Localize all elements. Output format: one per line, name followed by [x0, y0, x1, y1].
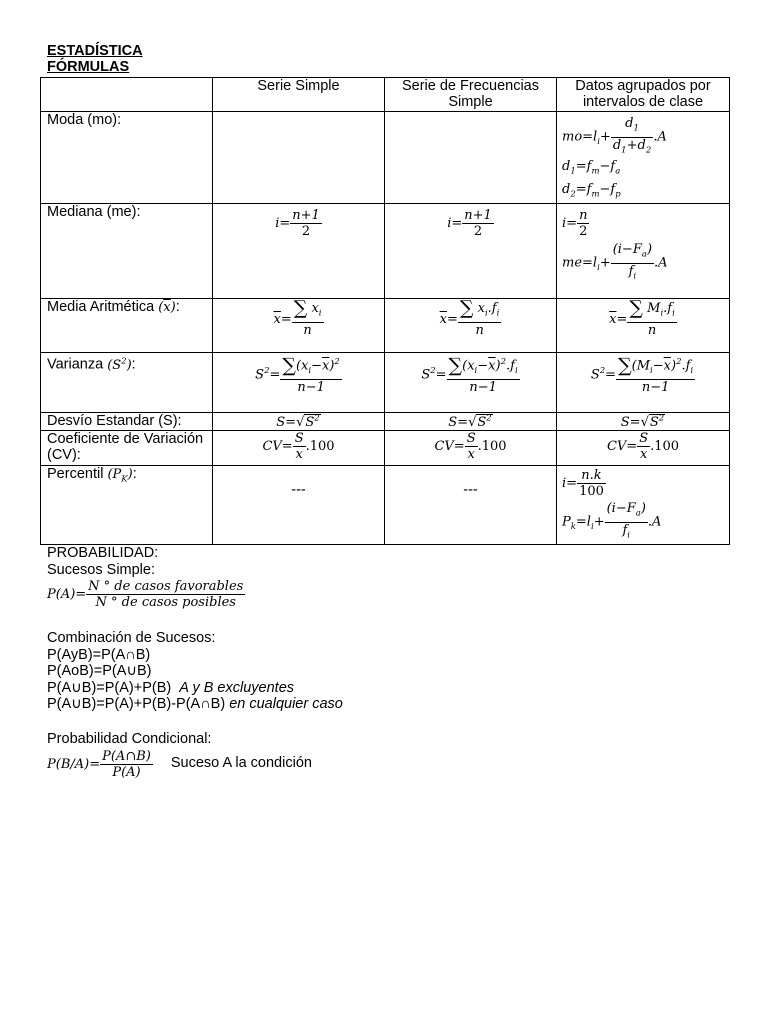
formula-media-agrupados: $\overline{x}=$ $\frac{\sum M_i.f_i}{n}$ — [609, 297, 675, 338]
combinacion-title: Combinación de Sucesos: — [47, 630, 216, 646]
condicional-section — [47, 731, 312, 780]
page-title — [47, 43, 143, 75]
cell-moda-agrupados — [557, 112, 730, 204]
cell-percentil-frec — [385, 466, 557, 544]
formula-percentil-agrupados: i= $\frac{n.k}{100}$ $P_k=l_i+$ $\frac{(i-F_a)}{f_i}$ .A — [562, 468, 662, 541]
cell-moda-simple — [213, 112, 385, 204]
title-formulas: FÓRMULAS — [47, 59, 130, 75]
formula-mediana-simple: i= $\frac{n+1}{2}$ — [275, 208, 320, 240]
header-agrupados: Datos agrupados por intervalos de clase — [557, 78, 730, 112]
condicional-row — [47, 749, 312, 780]
cell-desvio-frec — [385, 413, 557, 431]
formula-desvio-agrupados: $S=√S^2$ — [620, 413, 665, 430]
formula-mediana-agrupados: i= $\frac{n}{2}$ $me=l_i+$ $\frac{(i-F_a)}{f_i}$ .A — [562, 208, 668, 282]
formula-coef-frec: CV= $\frac{S}{x}$ .100 — [434, 431, 507, 463]
label-varianza-symbol: $(S^2)$ — [107, 356, 132, 373]
cell-media-agrupados — [557, 299, 730, 353]
label-varianza-text: Varianza — [47, 356, 104, 373]
label-media-symbol: $(\overline{x})$ — [158, 300, 176, 316]
cv-factor-frec: .100 — [477, 439, 507, 455]
header-frecuencias: Serie de Frecuencias Simple — [385, 78, 557, 112]
label-mediana: Mediana (me): — [41, 204, 213, 299]
probabilidad-title: PROBABILIDAD: — [47, 545, 159, 561]
title-estadistica: ESTADÍSTICA — [47, 43, 143, 59]
cell-moda-frec — [385, 112, 557, 204]
cell-coef-simple — [213, 431, 385, 466]
label-varianza: Varianza $(S^2)$: — [41, 353, 213, 413]
casos-favorables: N ° de casos favorables — [88, 579, 244, 595]
combinacion-line-4 — [47, 696, 343, 713]
formula-sucesos-simple: P(A)= N ° de casos favorables N ° de casos posibles — [47, 579, 244, 611]
percentil-divisor: 100 — [579, 484, 604, 500]
label-percentil: Percentil $(P_K)$: — [41, 466, 213, 544]
formula-desvio-frec: $S=√S^2$ — [448, 413, 492, 430]
cell-mediana-agrupados — [557, 204, 730, 299]
empty-header-cell — [41, 78, 213, 112]
row-moda — [41, 112, 730, 204]
cell-varianza-frec — [385, 353, 557, 413]
formula-media-simple: $\overline{x}=$ $\frac{\sum x_i}{n}$ — [273, 297, 322, 338]
formula-varianza-frec: $S^2=$ $\frac{\sum(x_i-\overline{x})^2.f_i}{n-1}$ — [421, 354, 518, 396]
header-row — [41, 78, 730, 112]
cell-coef-agrupados — [557, 431, 730, 466]
formula-moda: $mo=l_i+$ $\frac{d_1}{d_1+d_2}$ .A $d_1=f_m-f_a$ $d_2=f_m-f_p$ — [562, 116, 667, 200]
dash-frec: --- — [463, 482, 478, 499]
label-coef: Coeficiente de Variación (CV): — [41, 431, 213, 466]
row-coef — [41, 431, 730, 466]
row-mediana — [41, 204, 730, 299]
label-media-text: Media Aritmética — [47, 299, 155, 316]
header-serie-simple: Serie Simple — [213, 78, 385, 112]
sucesos-simple-title: Sucesos Simple: — [47, 561, 155, 578]
formula-mediana-frec: i= $\frac{n+1}{2}$ — [447, 208, 492, 240]
cell-varianza-agrupados — [557, 353, 730, 413]
condicional-title: Probabilidad Condicional: — [47, 731, 212, 747]
formula-varianza-simple: $S^2=$ $\frac{\sum(x_i-\overline{x})^2}{n-1}$ — [255, 354, 340, 396]
cell-mediana-frec — [385, 204, 557, 299]
combinacion-section — [47, 630, 343, 713]
cell-mediana-simple — [213, 204, 385, 299]
combinacion-line-3 — [47, 680, 343, 697]
label-media: Media Aritmética $(\overline{x})$: — [41, 299, 213, 353]
combinacion-line-4-formula: P(A∪B)=P(A)+P(B)-P(A∩B) — [47, 696, 226, 713]
cell-percentil-agrupados — [557, 466, 730, 544]
row-percentil — [41, 466, 730, 544]
combinacion-line-3-formula: P(A∪B)=P(A)+P(B) — [47, 679, 172, 696]
cv-factor-simple: .100 — [305, 439, 335, 455]
row-media — [41, 299, 730, 353]
formula-condicional: P(B/A)= $\frac{P(A\cap B)}{P(A)}$ — [47, 748, 151, 780]
combinacion-line-4-note: en cualquier caso — [229, 696, 343, 713]
cell-varianza-simple — [213, 353, 385, 413]
row-desvio — [41, 413, 730, 431]
formula-coef-agrupados: CV= $\frac{S}{x}$ .100 — [606, 431, 680, 463]
cell-coef-frec — [385, 431, 557, 466]
cell-media-frec — [385, 299, 557, 353]
combinacion-line-3-note: A y B excluyentes — [179, 679, 295, 696]
combinacion-line-1: P(AyB)=P(A∩B) — [47, 646, 151, 663]
combinacion-line-2: P(AoB)=P(A∪B) — [47, 663, 152, 680]
row-varianza — [41, 353, 730, 413]
cell-desvio-simple — [213, 413, 385, 431]
label-percentil-text: Percentil — [47, 466, 104, 483]
dash-simple: --- — [291, 482, 306, 499]
cell-desvio-agrupados — [557, 413, 730, 431]
formula-media-frec: $\overline{x}=$ $\frac{\sum x_i.f_i}{n}$ — [439, 297, 500, 338]
label-percentil-symbol: $(P_K)$ — [107, 467, 133, 485]
formulas-table — [40, 77, 730, 545]
probabilidad-section — [47, 545, 245, 610]
cv-factor-agrupados: .100 — [650, 439, 680, 455]
cell-media-simple — [213, 299, 385, 353]
formula-desvio-simple: $S=√S^2$ — [276, 413, 320, 430]
label-desvio: Desvío Estandar (S): — [41, 413, 213, 431]
formula-coef-simple: CV= $\frac{S}{x}$ .100 — [262, 431, 335, 463]
formula-varianza-agrupados: $S^2=$ $\frac{\sum(M_i-\overline{x})^2.f_i}{n-1}$ — [590, 354, 694, 396]
cell-percentil-simple — [213, 466, 385, 544]
label-moda: Moda (mo): — [41, 112, 213, 204]
condicional-note: Suceso A la condición — [170, 755, 312, 772]
casos-posibles: N ° de casos posibles — [95, 595, 236, 611]
